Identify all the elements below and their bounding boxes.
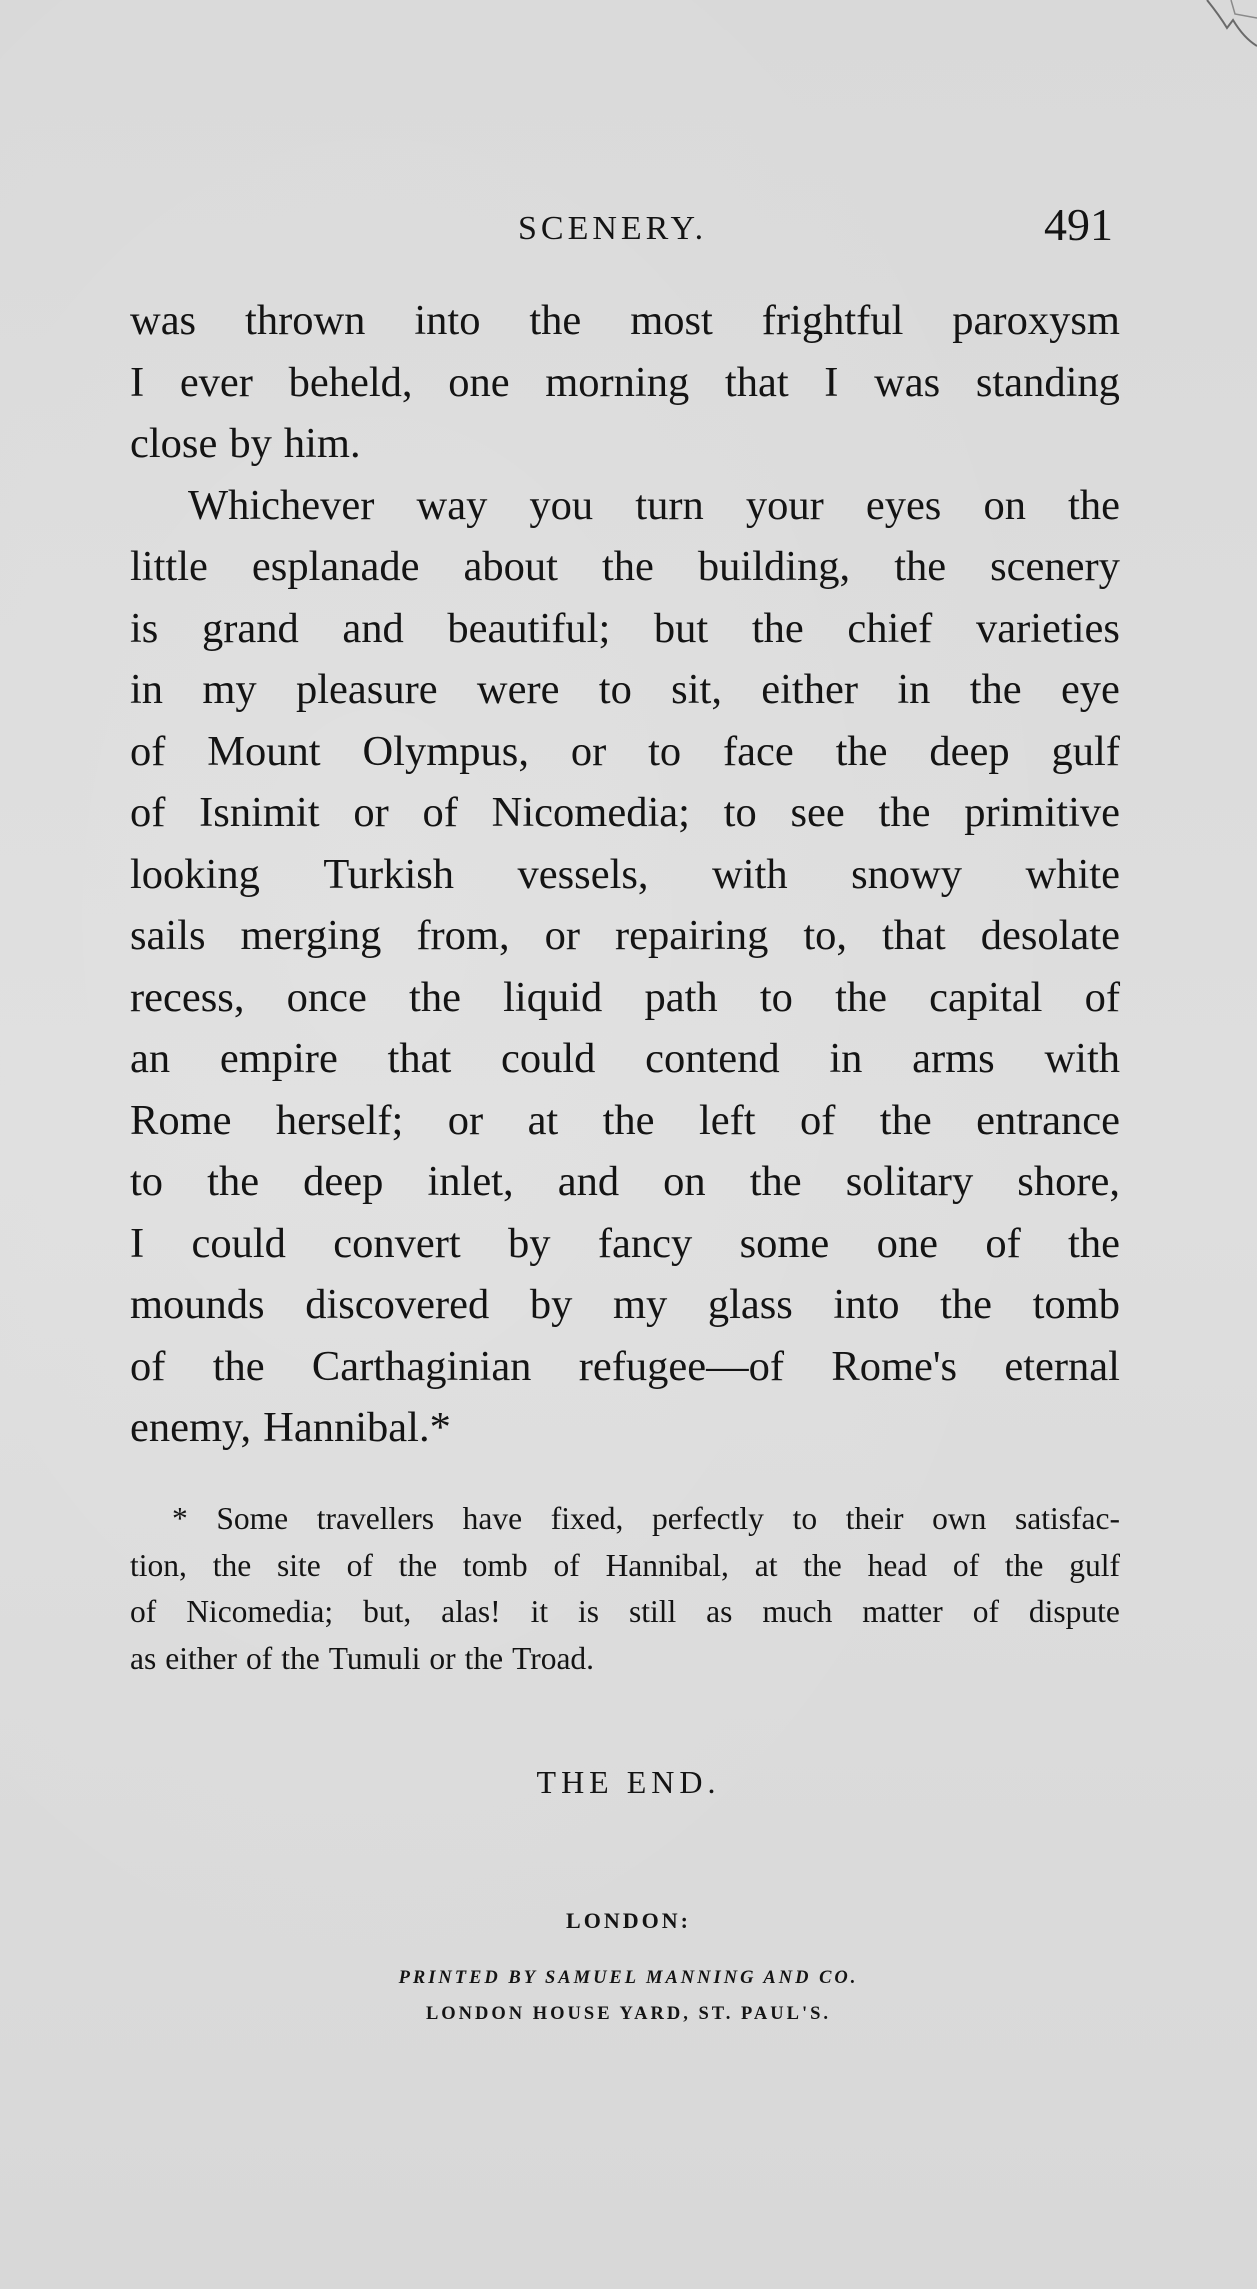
word: the: [529, 297, 582, 344]
word: much: [762, 1594, 833, 1629]
text-line: [130, 721, 1120, 783]
word: was: [130, 297, 197, 344]
word: some: [739, 1219, 830, 1267]
word: of: [245, 1640, 273, 1676]
word: herself;: [275, 1096, 404, 1144]
word: to: [792, 1501, 818, 1536]
word: and: [342, 604, 404, 652]
word: my: [202, 666, 257, 713]
word: standing: [975, 358, 1120, 406]
text-line: [130, 1151, 1120, 1213]
word: satisfac-: [1014, 1501, 1120, 1536]
word: left: [698, 1096, 756, 1144]
word: eternal: [1004, 1342, 1120, 1390]
the-end-heading: THE END.: [536, 1764, 721, 1800]
word: of: [952, 1547, 980, 1583]
text-line: [130, 967, 1120, 1029]
word: deep: [303, 1158, 384, 1205]
word: capital: [929, 973, 1043, 1021]
word: of: [972, 1594, 999, 1629]
imprint-city: LONDON:: [566, 1908, 691, 1933]
word: looking: [130, 850, 260, 898]
word: or: [447, 1096, 484, 1144]
word: of: [130, 1594, 157, 1629]
word: still: [628, 1594, 677, 1629]
word: Isnimit: [199, 789, 320, 836]
word: Hannibal.*: [263, 1404, 451, 1451]
word: to: [648, 727, 682, 775]
word: one: [448, 358, 510, 406]
text-line: [130, 475, 1120, 537]
word: solitary: [845, 1158, 974, 1205]
word: the: [464, 1640, 504, 1676]
word: glass: [707, 1281, 793, 1328]
word: Tumuli: [328, 1640, 421, 1676]
word: site: [277, 1547, 321, 1583]
word: convert: [333, 1219, 461, 1267]
word: to: [130, 1158, 164, 1205]
word: of: [130, 727, 166, 775]
word: have: [462, 1501, 523, 1536]
word: to: [759, 973, 793, 1021]
word: I: [130, 1219, 145, 1267]
word: contend: [645, 1035, 780, 1082]
word: desolate: [980, 912, 1120, 959]
word: the: [409, 973, 461, 1021]
word: matter: [862, 1594, 943, 1629]
text-line: [130, 905, 1120, 967]
word: merging: [240, 912, 382, 959]
word: of: [422, 789, 458, 836]
text-line: [130, 1336, 1120, 1398]
word: is: [578, 1594, 600, 1629]
word: morning: [545, 358, 690, 406]
word: snowy: [851, 850, 963, 898]
word: in: [829, 1035, 863, 1082]
word: Olympus,: [362, 727, 529, 775]
text-line: [130, 1397, 1120, 1459]
word: fixed,: [550, 1501, 624, 1536]
word: varieties: [975, 604, 1120, 652]
word: Some: [216, 1501, 289, 1536]
word: could: [191, 1219, 286, 1267]
word: that: [724, 358, 789, 406]
word: about: [463, 543, 558, 590]
word: fancy: [597, 1219, 693, 1267]
word: the: [398, 1547, 438, 1583]
word: liquid: [503, 973, 603, 1021]
word: Whichever: [188, 481, 375, 529]
word: is: [130, 604, 159, 652]
word: or: [353, 789, 389, 836]
word: by: [508, 1219, 551, 1267]
word: face: [723, 727, 794, 775]
word: ever: [179, 358, 253, 406]
word: eyes: [865, 481, 942, 529]
word: recess,: [130, 973, 245, 1021]
text-line: [130, 659, 1120, 721]
word: see: [790, 789, 845, 836]
word: empire: [219, 1035, 338, 1082]
word: the: [940, 1281, 993, 1328]
word: the: [878, 789, 931, 836]
word: sails: [130, 912, 206, 959]
word: in: [130, 666, 164, 713]
text-line: [130, 1213, 1120, 1275]
word: of: [553, 1547, 580, 1583]
word: way: [416, 481, 488, 529]
word: with: [1044, 1035, 1120, 1082]
word: or: [429, 1640, 456, 1676]
word: of: [130, 789, 166, 836]
text-line: [130, 413, 1120, 475]
running-head-title: SCENERY.: [518, 210, 708, 247]
word: him.: [283, 420, 361, 467]
word: little: [130, 543, 208, 590]
word: the: [879, 1096, 932, 1144]
word: Troad.: [512, 1640, 595, 1676]
word: your: [745, 481, 824, 529]
word: with: [712, 850, 788, 898]
word: or: [570, 727, 607, 775]
word: tomb: [462, 1547, 528, 1583]
word: scenery: [990, 543, 1120, 590]
word: eye: [1060, 666, 1120, 713]
word: primitive: [964, 789, 1120, 836]
imprint-address: LONDON HOUSE YARD, ST. PAUL'S.: [425, 2004, 832, 2024]
text-line: [130, 536, 1120, 598]
word: turn: [635, 481, 704, 529]
word: inlet,: [427, 1158, 514, 1205]
word: repairing: [614, 912, 769, 959]
word: *: [172, 1501, 188, 1536]
running-head: [0, 198, 1257, 258]
word: arms: [912, 1035, 995, 1082]
page-corner-mark: [1187, 0, 1257, 70]
word: at: [754, 1547, 778, 1583]
word: shore,: [1017, 1158, 1120, 1205]
word: an: [130, 1035, 171, 1082]
word: of: [130, 1342, 166, 1390]
word: white: [1025, 850, 1120, 898]
word: as: [130, 1640, 157, 1676]
word: to: [598, 666, 632, 713]
word: gulf: [1051, 727, 1120, 775]
word: esplanade: [251, 543, 420, 590]
footnote-line: [130, 1589, 1120, 1636]
word: the: [803, 1547, 842, 1583]
word: the: [749, 1158, 802, 1205]
word: gulf: [1069, 1547, 1120, 1583]
word: by: [229, 420, 272, 467]
word: entrance: [976, 1096, 1120, 1144]
word: the: [207, 1158, 260, 1205]
word: Rome's: [831, 1342, 958, 1390]
word: or: [544, 912, 580, 959]
word: building,: [697, 543, 851, 590]
word: of: [1084, 973, 1120, 1021]
word: and: [557, 1158, 620, 1205]
word: most: [630, 297, 713, 344]
word: their: [845, 1501, 904, 1536]
word: alas!: [441, 1594, 501, 1629]
word: from,: [416, 912, 510, 959]
text-line: [130, 1028, 1120, 1090]
word: was: [874, 358, 941, 406]
word: Hannibal,: [605, 1547, 729, 1583]
word: refugee—of: [578, 1342, 785, 1390]
word: beheld,: [288, 358, 413, 406]
word: tomb: [1032, 1281, 1120, 1328]
imprint-printer: PRINTED BY SAMUEL MANNING AND CO.: [398, 1968, 859, 1988]
word: one: [876, 1219, 938, 1267]
word: perfectly: [651, 1501, 764, 1536]
word: sit,: [671, 666, 722, 713]
word: the: [835, 973, 887, 1021]
word: beautiful;: [447, 604, 611, 652]
word: my: [612, 1281, 668, 1328]
word: deep: [929, 727, 1010, 775]
word: that: [882, 912, 946, 959]
word: pleasure: [296, 666, 438, 713]
word: travellers: [316, 1501, 434, 1536]
word: of: [985, 1219, 1021, 1267]
word: to,: [803, 912, 848, 959]
word: the: [894, 543, 947, 590]
body-text: [130, 290, 1120, 1459]
word: paroxysm: [952, 297, 1120, 344]
word: enemy,: [130, 1404, 252, 1451]
word: as: [706, 1594, 733, 1629]
word: on: [983, 481, 1026, 529]
word: you: [529, 481, 594, 529]
word: that: [387, 1035, 452, 1082]
word: Rome: [130, 1096, 232, 1144]
word: the: [601, 543, 654, 590]
text-line: [130, 844, 1120, 906]
word: Nicomedia;: [491, 789, 690, 836]
word: close: [130, 420, 218, 467]
word: the: [1068, 481, 1120, 529]
word: the: [212, 1342, 265, 1390]
text-line: [130, 1090, 1120, 1152]
word: Carthaginian: [311, 1342, 532, 1390]
word: I: [130, 358, 145, 406]
word: once: [286, 973, 367, 1021]
word: tion,: [130, 1547, 187, 1583]
word: I: [824, 358, 839, 406]
word: Nicomedia;: [186, 1594, 334, 1629]
text-line: [130, 290, 1120, 352]
word: the: [751, 604, 804, 652]
word: the: [212, 1547, 252, 1583]
text-line: [130, 782, 1120, 844]
word: but: [653, 604, 709, 652]
text-line: [130, 1274, 1120, 1336]
word: it: [530, 1594, 549, 1629]
word: to: [723, 789, 757, 836]
word: of: [799, 1096, 836, 1144]
word: by: [529, 1281, 573, 1328]
word: the: [1068, 1219, 1120, 1267]
word: the: [969, 666, 1022, 713]
word: on: [663, 1158, 706, 1205]
text-line: [130, 352, 1120, 414]
word: grand: [201, 604, 299, 652]
footnote-line: [130, 1496, 1120, 1543]
page-number: 491: [1044, 199, 1113, 250]
word: chief: [847, 604, 933, 652]
footnote-line: [130, 1543, 1120, 1590]
word: either: [165, 1640, 237, 1676]
word: mounds: [130, 1281, 265, 1328]
word: but,: [363, 1594, 412, 1629]
word: discovered: [305, 1281, 490, 1328]
word: Mount: [207, 727, 321, 775]
word: own: [932, 1501, 987, 1536]
footnote: [130, 1496, 1120, 1682]
word: of: [346, 1547, 373, 1583]
footnote-line: [130, 1636, 1120, 1683]
word: into: [414, 297, 481, 344]
word: head: [867, 1547, 928, 1583]
word: frightful: [761, 297, 904, 344]
text-line: [130, 598, 1120, 660]
word: the: [281, 1640, 320, 1676]
word: dispute: [1028, 1594, 1120, 1629]
word: the: [835, 727, 888, 775]
word: path: [644, 973, 718, 1021]
word: the: [1004, 1547, 1044, 1583]
word: could: [500, 1035, 596, 1082]
word: vessels,: [517, 850, 649, 898]
word: in: [897, 666, 931, 713]
word: either: [761, 666, 859, 713]
word: thrown: [245, 297, 366, 344]
word: at: [527, 1096, 559, 1144]
word: Turkish: [323, 850, 455, 898]
word: the: [602, 1096, 655, 1144]
word: were: [476, 666, 560, 713]
word: into: [833, 1281, 900, 1328]
